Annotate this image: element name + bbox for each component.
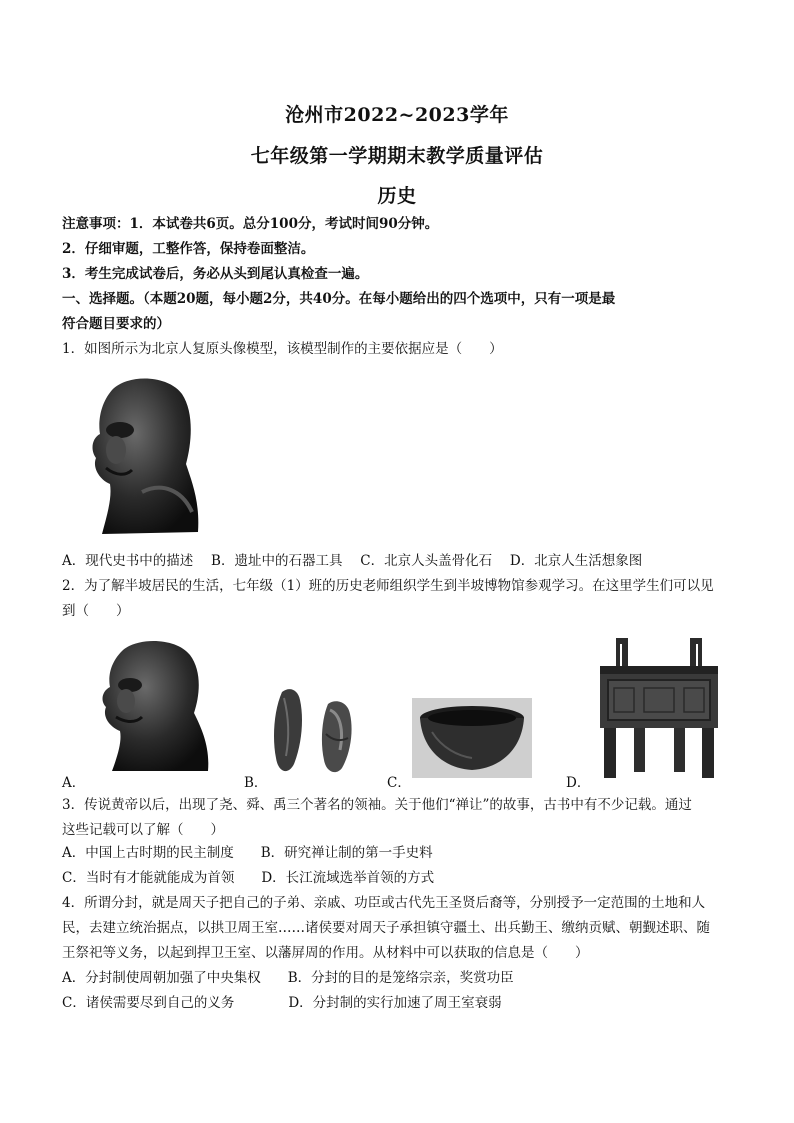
question-3-stem-2: 这些记载可以了解（ ） — [62, 822, 224, 838]
question-4-options-1: A．分封制使周朝加强了中央集权 B．分封的目的是笼络宗亲，奖赏功臣 — [62, 970, 514, 986]
option-a-label: A． — [62, 775, 86, 791]
question-4-stem-3: 王祭祀等义务，以起到捍卫王室、以藩屏周的作用。从材料中可以获取的信息是（ ） — [62, 945, 589, 961]
section-heading-line-2: 符合题目要求的） — [62, 316, 170, 332]
question-1-options: A．现代史书中的描述 B．遗址中的石器工具 C．北京人头盖骨化石 D．北京人生活想象图 — [62, 553, 643, 569]
option-c-label: C． — [387, 775, 411, 791]
exam-title-subject: 历史 — [377, 185, 417, 207]
option-d-label: D． — [566, 775, 591, 791]
option-b-stone-tools-image — [268, 684, 360, 778]
section-heading-line-1: 一、选择题。（本题20题，每小题2分，共40分。在每小题给出的四个选项中，只有一项是最 — [62, 291, 616, 307]
question-4-stem-2: 民，去建立统治据点，以拱卫周王室……诸侯要对周天子承担镇守疆土、出兵勤王、缴纳贡赋、朝觐述职、随 — [62, 920, 710, 936]
notice-line-3: 3．考生完成试卷后，务必从头到尾认真检查一遍。 — [62, 266, 369, 282]
option-d-bronze-ding-image — [594, 636, 724, 780]
question-4-stem-1: 4．所谓分封，就是周天子把自己的子弟、亲戚、功臣或古代先王圣贤后裔等，分别授予一定范围的土地和人 — [62, 895, 706, 911]
option-b-label: B． — [244, 775, 268, 791]
question-3-stem-1: 3．传说黄帝以后，出现了尧、舜、禹三个著名的领袖。关于他们“禅让”的故事，古书中有不少记载。通过 — [62, 797, 692, 813]
question-2-stem-2: 到（ ） — [62, 603, 130, 619]
question-3-options-2: C．当时有才能就能成为首领 D．长江流域选举首领的方式 — [62, 870, 435, 886]
notice-line-2: 2．仔细审题，工整作答，保持卷面整洁。 — [62, 241, 315, 257]
question-2-stem-1: 2．为了解半坡居民的生活，七年级（1）班的历史老师组织学生到半坡博物馆参观学习。在这里学生们可以见 — [62, 578, 714, 594]
option-a-bust-image — [94, 637, 212, 773]
question-1-stem: 1．如图所示为北京人复原头像模型，该模型制作的主要依据应是（ ） — [62, 341, 503, 357]
question-4-options-2: C．诸侯需要尽到自己的义务 D．分封制的实行加速了周王室衰弱 — [62, 995, 502, 1011]
question-3-options-1: A．中国上古时期的民主制度 B．研究禅让制的第一手史料 — [62, 845, 433, 861]
exam-title-grade: 七年级第一学期期末教学质量评估 — [250, 145, 544, 167]
notice-line-1: 注意事项：1．本试卷共6页。总分100分，考试时间90分钟。 — [62, 216, 439, 232]
peking-man-bust-image — [82, 372, 202, 538]
option-c-pottery-bowl-image — [412, 698, 532, 778]
exam-title-school: 沧州市2022~2023学年 — [285, 104, 509, 126]
